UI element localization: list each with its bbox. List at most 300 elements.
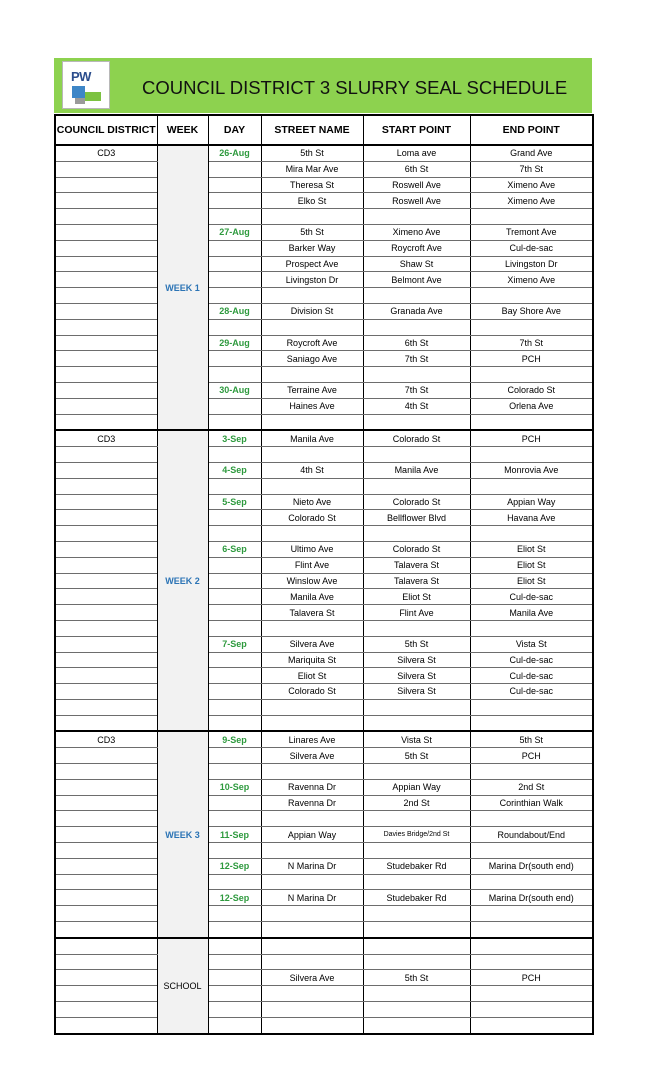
street-cell: Ultimo Ave	[261, 541, 363, 557]
start-point-cell: Talavera St	[363, 573, 470, 589]
table-row	[55, 890, 593, 906]
end-point-cell: Appian Way	[470, 494, 593, 510]
table-row	[55, 510, 593, 526]
end-point-cell	[470, 843, 593, 859]
start-point-cell: Manila Ave	[363, 462, 470, 478]
start-point-cell	[363, 288, 470, 304]
street-cell	[261, 414, 363, 430]
start-point-cell: Shaw St	[363, 256, 470, 272]
end-point-cell	[470, 447, 593, 463]
table-row	[55, 922, 593, 938]
end-point-cell: PCH	[470, 351, 593, 367]
table-row	[55, 145, 593, 161]
street-cell: Theresa St	[261, 177, 363, 193]
start-point-cell	[363, 319, 470, 335]
district-cell	[55, 573, 157, 589]
start-point-cell	[363, 843, 470, 859]
street-cell: Silvera Ave	[261, 748, 363, 764]
district-cell	[55, 858, 157, 874]
end-point-cell: Eliot St	[470, 557, 593, 573]
street-cell: Ravenna Dr	[261, 795, 363, 811]
start-point-cell	[363, 1002, 470, 1018]
day-cell	[208, 367, 261, 383]
table-row	[55, 573, 593, 589]
day-cell	[208, 748, 261, 764]
start-point-cell	[363, 764, 470, 780]
end-point-cell	[470, 699, 593, 715]
start-point-cell	[363, 811, 470, 827]
day-cell	[208, 526, 261, 542]
end-point-cell	[470, 954, 593, 970]
end-point-cell	[470, 922, 593, 938]
day-cell	[208, 398, 261, 414]
start-point-cell	[363, 699, 470, 715]
start-point-cell: 5th St	[363, 970, 470, 986]
end-point-cell: PCH	[470, 430, 593, 446]
district-cell	[55, 1002, 157, 1018]
end-point-cell: Eliot St	[470, 541, 593, 557]
district-cell	[55, 827, 157, 843]
col-header-street: STREET NAME	[261, 115, 363, 145]
start-point-cell: Studebaker Rd	[363, 858, 470, 874]
col-header-end: END POINT	[470, 115, 593, 145]
day-cell	[208, 1002, 261, 1018]
table-row	[55, 462, 593, 478]
end-point-cell: Cul-de-sac	[470, 668, 593, 684]
day-cell: 12-Sep	[208, 890, 261, 906]
street-cell: Division St	[261, 303, 363, 319]
start-point-cell	[363, 906, 470, 922]
end-point-cell	[470, 288, 593, 304]
end-point-cell: Grand Ave	[470, 145, 593, 161]
district-cell	[55, 272, 157, 288]
end-point-cell	[470, 811, 593, 827]
district-cell	[55, 209, 157, 225]
table-row	[55, 335, 593, 351]
public-works-logo	[62, 61, 110, 109]
day-cell	[208, 954, 261, 970]
week-label: WEEK 2	[157, 430, 208, 731]
start-point-cell: 6th St	[363, 335, 470, 351]
start-point-cell: Roswell Ave	[363, 193, 470, 209]
day-cell	[208, 874, 261, 890]
table-row	[55, 478, 593, 494]
title-banner	[54, 58, 592, 113]
day-cell: 28-Aug	[208, 303, 261, 319]
street-cell: Appian Way	[261, 827, 363, 843]
district-cell	[55, 462, 157, 478]
end-point-cell	[470, 209, 593, 225]
day-cell	[208, 414, 261, 430]
logo-gray-block	[75, 98, 85, 104]
day-cell	[208, 970, 261, 986]
district-cell	[55, 256, 157, 272]
day-cell	[208, 288, 261, 304]
district-cell	[55, 240, 157, 256]
street-cell: Terraine Ave	[261, 382, 363, 398]
street-cell: Saniago Ave	[261, 351, 363, 367]
col-header-district: COUNCIL DISTRICT	[55, 115, 157, 145]
end-point-cell: 7th St	[470, 335, 593, 351]
end-point-cell: Corinthian Walk	[470, 795, 593, 811]
day-cell	[208, 668, 261, 684]
street-cell: Winslow Ave	[261, 573, 363, 589]
street-cell: Flint Ave	[261, 557, 363, 573]
district-cell	[55, 970, 157, 986]
district-cell	[55, 699, 157, 715]
schedule-table	[54, 114, 594, 1035]
start-point-cell: Studebaker Rd	[363, 890, 470, 906]
start-point-cell: Davies Bridge/2nd St	[363, 827, 470, 843]
district-cell	[55, 557, 157, 573]
district-cell	[55, 398, 157, 414]
table-row	[55, 858, 593, 874]
start-point-cell	[363, 447, 470, 463]
street-cell: N Marina Dr	[261, 858, 363, 874]
district-cell	[55, 843, 157, 859]
day-cell: 4-Sep	[208, 462, 261, 478]
district-cell	[55, 177, 157, 193]
day-cell: 3-Sep	[208, 430, 261, 446]
end-point-cell	[470, 1017, 593, 1033]
district-cell: CD3	[55, 731, 157, 747]
street-cell	[261, 1017, 363, 1033]
street-cell: Silvera Ave	[261, 970, 363, 986]
street-cell: Prospect Ave	[261, 256, 363, 272]
table-row	[55, 177, 593, 193]
street-cell	[261, 922, 363, 938]
street-cell: Mariquita St	[261, 652, 363, 668]
street-cell: Nieto Ave	[261, 494, 363, 510]
end-point-cell	[470, 1002, 593, 1018]
street-cell: 4th St	[261, 462, 363, 478]
district-cell	[55, 986, 157, 1002]
street-cell	[261, 620, 363, 636]
day-cell	[208, 922, 261, 938]
end-point-cell: Ximeno Ave	[470, 177, 593, 193]
day-cell: 29-Aug	[208, 335, 261, 351]
day-cell: 30-Aug	[208, 382, 261, 398]
end-point-cell: Cul-de-sac	[470, 240, 593, 256]
table-row	[55, 526, 593, 542]
street-cell	[261, 1002, 363, 1018]
table-row	[55, 1017, 593, 1033]
table-row	[55, 779, 593, 795]
table-row	[55, 430, 593, 446]
district-cell	[55, 526, 157, 542]
street-cell	[261, 938, 363, 954]
start-point-cell	[363, 1017, 470, 1033]
end-point-cell: Cul-de-sac	[470, 652, 593, 668]
end-point-cell: Marina Dr(south end)	[470, 890, 593, 906]
table-row	[55, 541, 593, 557]
end-point-cell: PCH	[470, 970, 593, 986]
district-cell	[55, 1017, 157, 1033]
table-row	[55, 811, 593, 827]
street-cell: Roycroft Ave	[261, 335, 363, 351]
street-cell: 5th St	[261, 145, 363, 161]
district-cell	[55, 906, 157, 922]
table-row	[55, 795, 593, 811]
table-row	[55, 351, 593, 367]
start-point-cell	[363, 986, 470, 1002]
street-cell: Eliot St	[261, 668, 363, 684]
end-point-cell	[470, 319, 593, 335]
end-point-cell: Havana Ave	[470, 510, 593, 526]
start-point-cell: Colorado St	[363, 541, 470, 557]
district-cell	[55, 636, 157, 652]
table-row	[55, 367, 593, 383]
street-cell	[261, 367, 363, 383]
day-cell	[208, 764, 261, 780]
street-cell: Colorado St	[261, 684, 363, 700]
street-cell: Manila Ave	[261, 430, 363, 446]
district-cell	[55, 303, 157, 319]
day-cell: 26-Aug	[208, 145, 261, 161]
table-row	[55, 938, 593, 954]
table-row	[55, 764, 593, 780]
end-point-cell	[470, 367, 593, 383]
end-point-cell: Monrovia Ave	[470, 462, 593, 478]
day-cell	[208, 478, 261, 494]
table-row	[55, 303, 593, 319]
street-cell	[261, 764, 363, 780]
start-point-cell	[363, 526, 470, 542]
week-label: WEEK 3	[157, 731, 208, 937]
day-cell	[208, 986, 261, 1002]
street-cell: Elko St	[261, 193, 363, 209]
day-cell	[208, 510, 261, 526]
table-row	[55, 272, 593, 288]
end-point-cell: 2nd St	[470, 779, 593, 795]
start-point-cell	[363, 922, 470, 938]
start-point-cell: Silvera St	[363, 652, 470, 668]
page-title: COUNCIL DISTRICT 3 SLURRY SEAL SCHEDULE	[142, 77, 568, 98]
end-point-cell	[470, 906, 593, 922]
table-row	[55, 652, 593, 668]
start-point-cell	[363, 620, 470, 636]
start-point-cell: 7th St	[363, 382, 470, 398]
table-row	[55, 494, 593, 510]
col-header-start: START POINT	[363, 115, 470, 145]
district-cell	[55, 541, 157, 557]
day-cell: 10-Sep	[208, 779, 261, 795]
start-point-cell: 4th St	[363, 398, 470, 414]
street-cell	[261, 526, 363, 542]
start-point-cell	[363, 478, 470, 494]
end-point-cell: Orlena Ave	[470, 398, 593, 414]
start-point-cell: Silvera St	[363, 684, 470, 700]
day-cell	[208, 351, 261, 367]
district-cell	[55, 161, 157, 177]
table-row	[55, 906, 593, 922]
day-cell: 7-Sep	[208, 636, 261, 652]
district-cell	[55, 351, 157, 367]
street-cell: Barker Way	[261, 240, 363, 256]
day-cell	[208, 811, 261, 827]
start-point-cell	[363, 414, 470, 430]
street-cell: Livingston Dr	[261, 272, 363, 288]
end-point-cell	[470, 526, 593, 542]
start-point-cell	[363, 715, 470, 731]
street-cell: Silvera Ave	[261, 636, 363, 652]
week-block	[55, 145, 593, 430]
street-cell	[261, 811, 363, 827]
district-cell	[55, 224, 157, 240]
day-cell	[208, 938, 261, 954]
start-point-cell	[363, 367, 470, 383]
table-row	[55, 1002, 593, 1018]
table-row	[55, 748, 593, 764]
end-point-cell	[470, 874, 593, 890]
day-cell	[208, 906, 261, 922]
district-cell	[55, 938, 157, 954]
district-cell	[55, 795, 157, 811]
week-label: WEEK 1	[157, 145, 208, 430]
end-point-cell	[470, 938, 593, 954]
start-point-cell: Talavera St	[363, 557, 470, 573]
end-point-cell: Tremont Ave	[470, 224, 593, 240]
day-cell: 11-Sep	[208, 827, 261, 843]
table-row	[55, 589, 593, 605]
district-cell	[55, 620, 157, 636]
day-cell	[208, 447, 261, 463]
table-header	[55, 115, 593, 145]
district-cell	[55, 478, 157, 494]
district-cell	[55, 319, 157, 335]
end-point-cell: Cul-de-sac	[470, 589, 593, 605]
table-row	[55, 699, 593, 715]
week-label: SCHOOL	[157, 938, 208, 1034]
district-cell	[55, 589, 157, 605]
day-cell: 12-Sep	[208, 858, 261, 874]
street-cell: Colorado St	[261, 510, 363, 526]
table-row	[55, 843, 593, 859]
day-cell: 6-Sep	[208, 541, 261, 557]
end-point-cell: Colorado St	[470, 382, 593, 398]
street-cell	[261, 843, 363, 859]
district-cell: CD3	[55, 145, 157, 161]
end-point-cell: 5th St	[470, 731, 593, 747]
street-cell: Linares Ave	[261, 731, 363, 747]
week-block	[55, 430, 593, 731]
table-row	[55, 668, 593, 684]
day-cell	[208, 795, 261, 811]
start-point-cell	[363, 938, 470, 954]
district-cell	[55, 922, 157, 938]
district-cell	[55, 874, 157, 890]
end-point-cell	[470, 986, 593, 1002]
start-point-cell	[363, 954, 470, 970]
district-cell	[55, 684, 157, 700]
district-cell	[55, 652, 157, 668]
district-cell	[55, 890, 157, 906]
street-cell	[261, 954, 363, 970]
table-row	[55, 874, 593, 890]
day-cell	[208, 256, 261, 272]
street-cell	[261, 906, 363, 922]
table-row	[55, 620, 593, 636]
end-point-cell: Marina Dr(south end)	[470, 858, 593, 874]
start-point-cell: Bellflower Blvd	[363, 510, 470, 526]
start-point-cell: Roycroft Ave	[363, 240, 470, 256]
start-point-cell: 7th St	[363, 351, 470, 367]
start-point-cell: Vista St	[363, 731, 470, 747]
end-point-cell: Livingston Dr	[470, 256, 593, 272]
street-cell	[261, 986, 363, 1002]
street-cell	[261, 447, 363, 463]
table-row	[55, 398, 593, 414]
day-cell	[208, 652, 261, 668]
day-cell	[208, 715, 261, 731]
end-point-cell: Manila Ave	[470, 605, 593, 621]
district-cell	[55, 193, 157, 209]
day-cell: 9-Sep	[208, 731, 261, 747]
end-point-cell: Vista St	[470, 636, 593, 652]
day-cell	[208, 557, 261, 573]
day-cell: 5-Sep	[208, 494, 261, 510]
district-cell	[55, 748, 157, 764]
district-cell	[55, 764, 157, 780]
start-point-cell	[363, 209, 470, 225]
table-row	[55, 605, 593, 621]
street-cell	[261, 209, 363, 225]
table-row	[55, 256, 593, 272]
day-cell: 27-Aug	[208, 224, 261, 240]
start-point-cell: Roswell Ave	[363, 177, 470, 193]
day-cell	[208, 620, 261, 636]
district-cell	[55, 954, 157, 970]
table-row	[55, 209, 593, 225]
district-cell	[55, 335, 157, 351]
district-cell	[55, 414, 157, 430]
table-row	[55, 447, 593, 463]
street-cell: Manila Ave	[261, 589, 363, 605]
day-cell	[208, 319, 261, 335]
day-cell	[208, 684, 261, 700]
street-cell	[261, 288, 363, 304]
table-row	[55, 224, 593, 240]
day-cell	[208, 1017, 261, 1033]
district-cell	[55, 288, 157, 304]
end-point-cell: Ximeno Ave	[470, 193, 593, 209]
end-point-cell: Roundabout/End	[470, 827, 593, 843]
table-row	[55, 684, 593, 700]
end-point-cell	[470, 715, 593, 731]
table-row	[55, 288, 593, 304]
col-header-week: WEEK	[157, 115, 208, 145]
day-cell	[208, 573, 261, 589]
end-point-cell: Bay Shore Ave	[470, 303, 593, 319]
start-point-cell: Silvera St	[363, 668, 470, 684]
district-cell	[55, 367, 157, 383]
start-point-cell: Colorado St	[363, 430, 470, 446]
day-cell	[208, 209, 261, 225]
logo-text: PW	[71, 69, 91, 84]
start-point-cell: 5th St	[363, 636, 470, 652]
street-cell: Ravenna Dr	[261, 779, 363, 795]
day-cell	[208, 589, 261, 605]
day-cell	[208, 272, 261, 288]
district-cell	[55, 715, 157, 731]
district-cell	[55, 605, 157, 621]
table-row	[55, 986, 593, 1002]
start-point-cell: 5th St	[363, 748, 470, 764]
end-point-cell: Eliot St	[470, 573, 593, 589]
table-row	[55, 970, 593, 986]
district-cell	[55, 779, 157, 795]
day-cell	[208, 240, 261, 256]
